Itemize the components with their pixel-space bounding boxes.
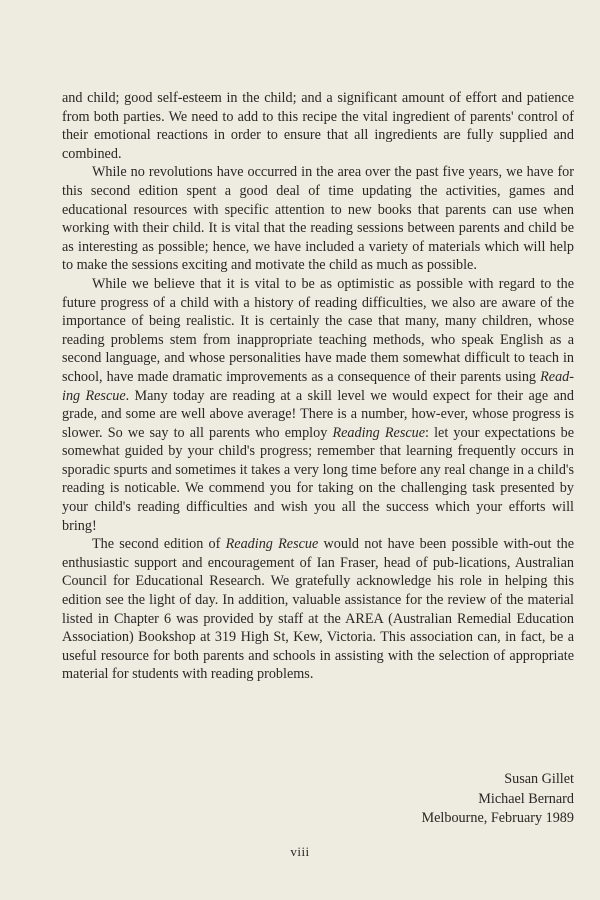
author-name-2: Michael Bernard — [478, 790, 574, 807]
body-text — [62, 89, 574, 684]
paragraph-text: : let your expectations be somewhat guided by your child's progress; remember that learning frequently occurs in sporadic spurts and sometimes it takes a very long time before any real change in a child's reading is noticable. We commend you for taking on the challenging task presented by your child's reading difficulties and wish you all the success which your efforts will bring! — [62, 424, 575, 534]
signature-block — [422, 770, 574, 829]
paragraph-text: While no revolutions have occurred in the area over the past five years, we have for this second edition spent a good deal of time updating the activities, games and educational resources with specific attention to new books that parents can use when working with their child. It is vital that the reading sessions between parents and child be as interesting as possible; hence, we have included a variety of materials which will help to make the sessions exciting and motivate the child as much as possible. — [62, 164, 574, 274]
paragraph — [62, 163, 574, 275]
paragraph — [62, 535, 574, 684]
page-number: viii — [290, 844, 310, 859]
paragraph — [62, 89, 574, 163]
paragraph-text: While we believe that it is vital to be as optimistic as possible with regard to the future progress of a child with a history of reading difficulties, we also are aware of the importance of being realistic. It is certainly the case that many, many children, whose reading problems stem from inappropriate teaching methods, who speak English as a second language, and whose personalities have made them somewhat difficult to teach in school, have made dramatic improvements as a consequence of their parents using — [62, 275, 574, 385]
paragraph-text: . Many today are reading at a skill level we would expect for their age and grade, and some are well above average! There is a number, how-ever, whose progress is slower. So we say to all parents who employ — [62, 387, 574, 441]
place-and-date: Melbourne, February 1989 — [421, 810, 574, 827]
paragraph-text: would not have been possible with-out the enthusiastic support and encouragement of Ian Fraser, head of pub-lications, Australian Council for Educational Research. We gratefully acknowledge his role in helping this edition see the light of day. In addition, valuable assistance for the review of the material listed in Chapter 6 was provided by staff at the AREA (Australian Remedial Education Association) Bookshop at 319 High St, Kew, Victoria. This association can, in fact, be a useful resource for both parents and schools in assisting with the selection of appropriate material for students with reading problems. — [62, 536, 574, 683]
paragraph — [62, 275, 574, 535]
author-name-1: Susan Gillet — [504, 771, 574, 787]
book-title: Read-ing Rescue — [62, 368, 574, 404]
paragraph-text: The second edition of — [92, 536, 226, 553]
book-title: Reading Rescue — [332, 424, 426, 441]
book-title: Reading Rescue — [225, 536, 319, 553]
paragraph-text: and child; good self-esteem in the child; and a significant amount of effort and patience from both parties. We need to add to this recipe the vital ingredient of parents' control of their emotional reactions in order to ensure that all ingredients are fully supplied and combined. — [62, 90, 574, 162]
